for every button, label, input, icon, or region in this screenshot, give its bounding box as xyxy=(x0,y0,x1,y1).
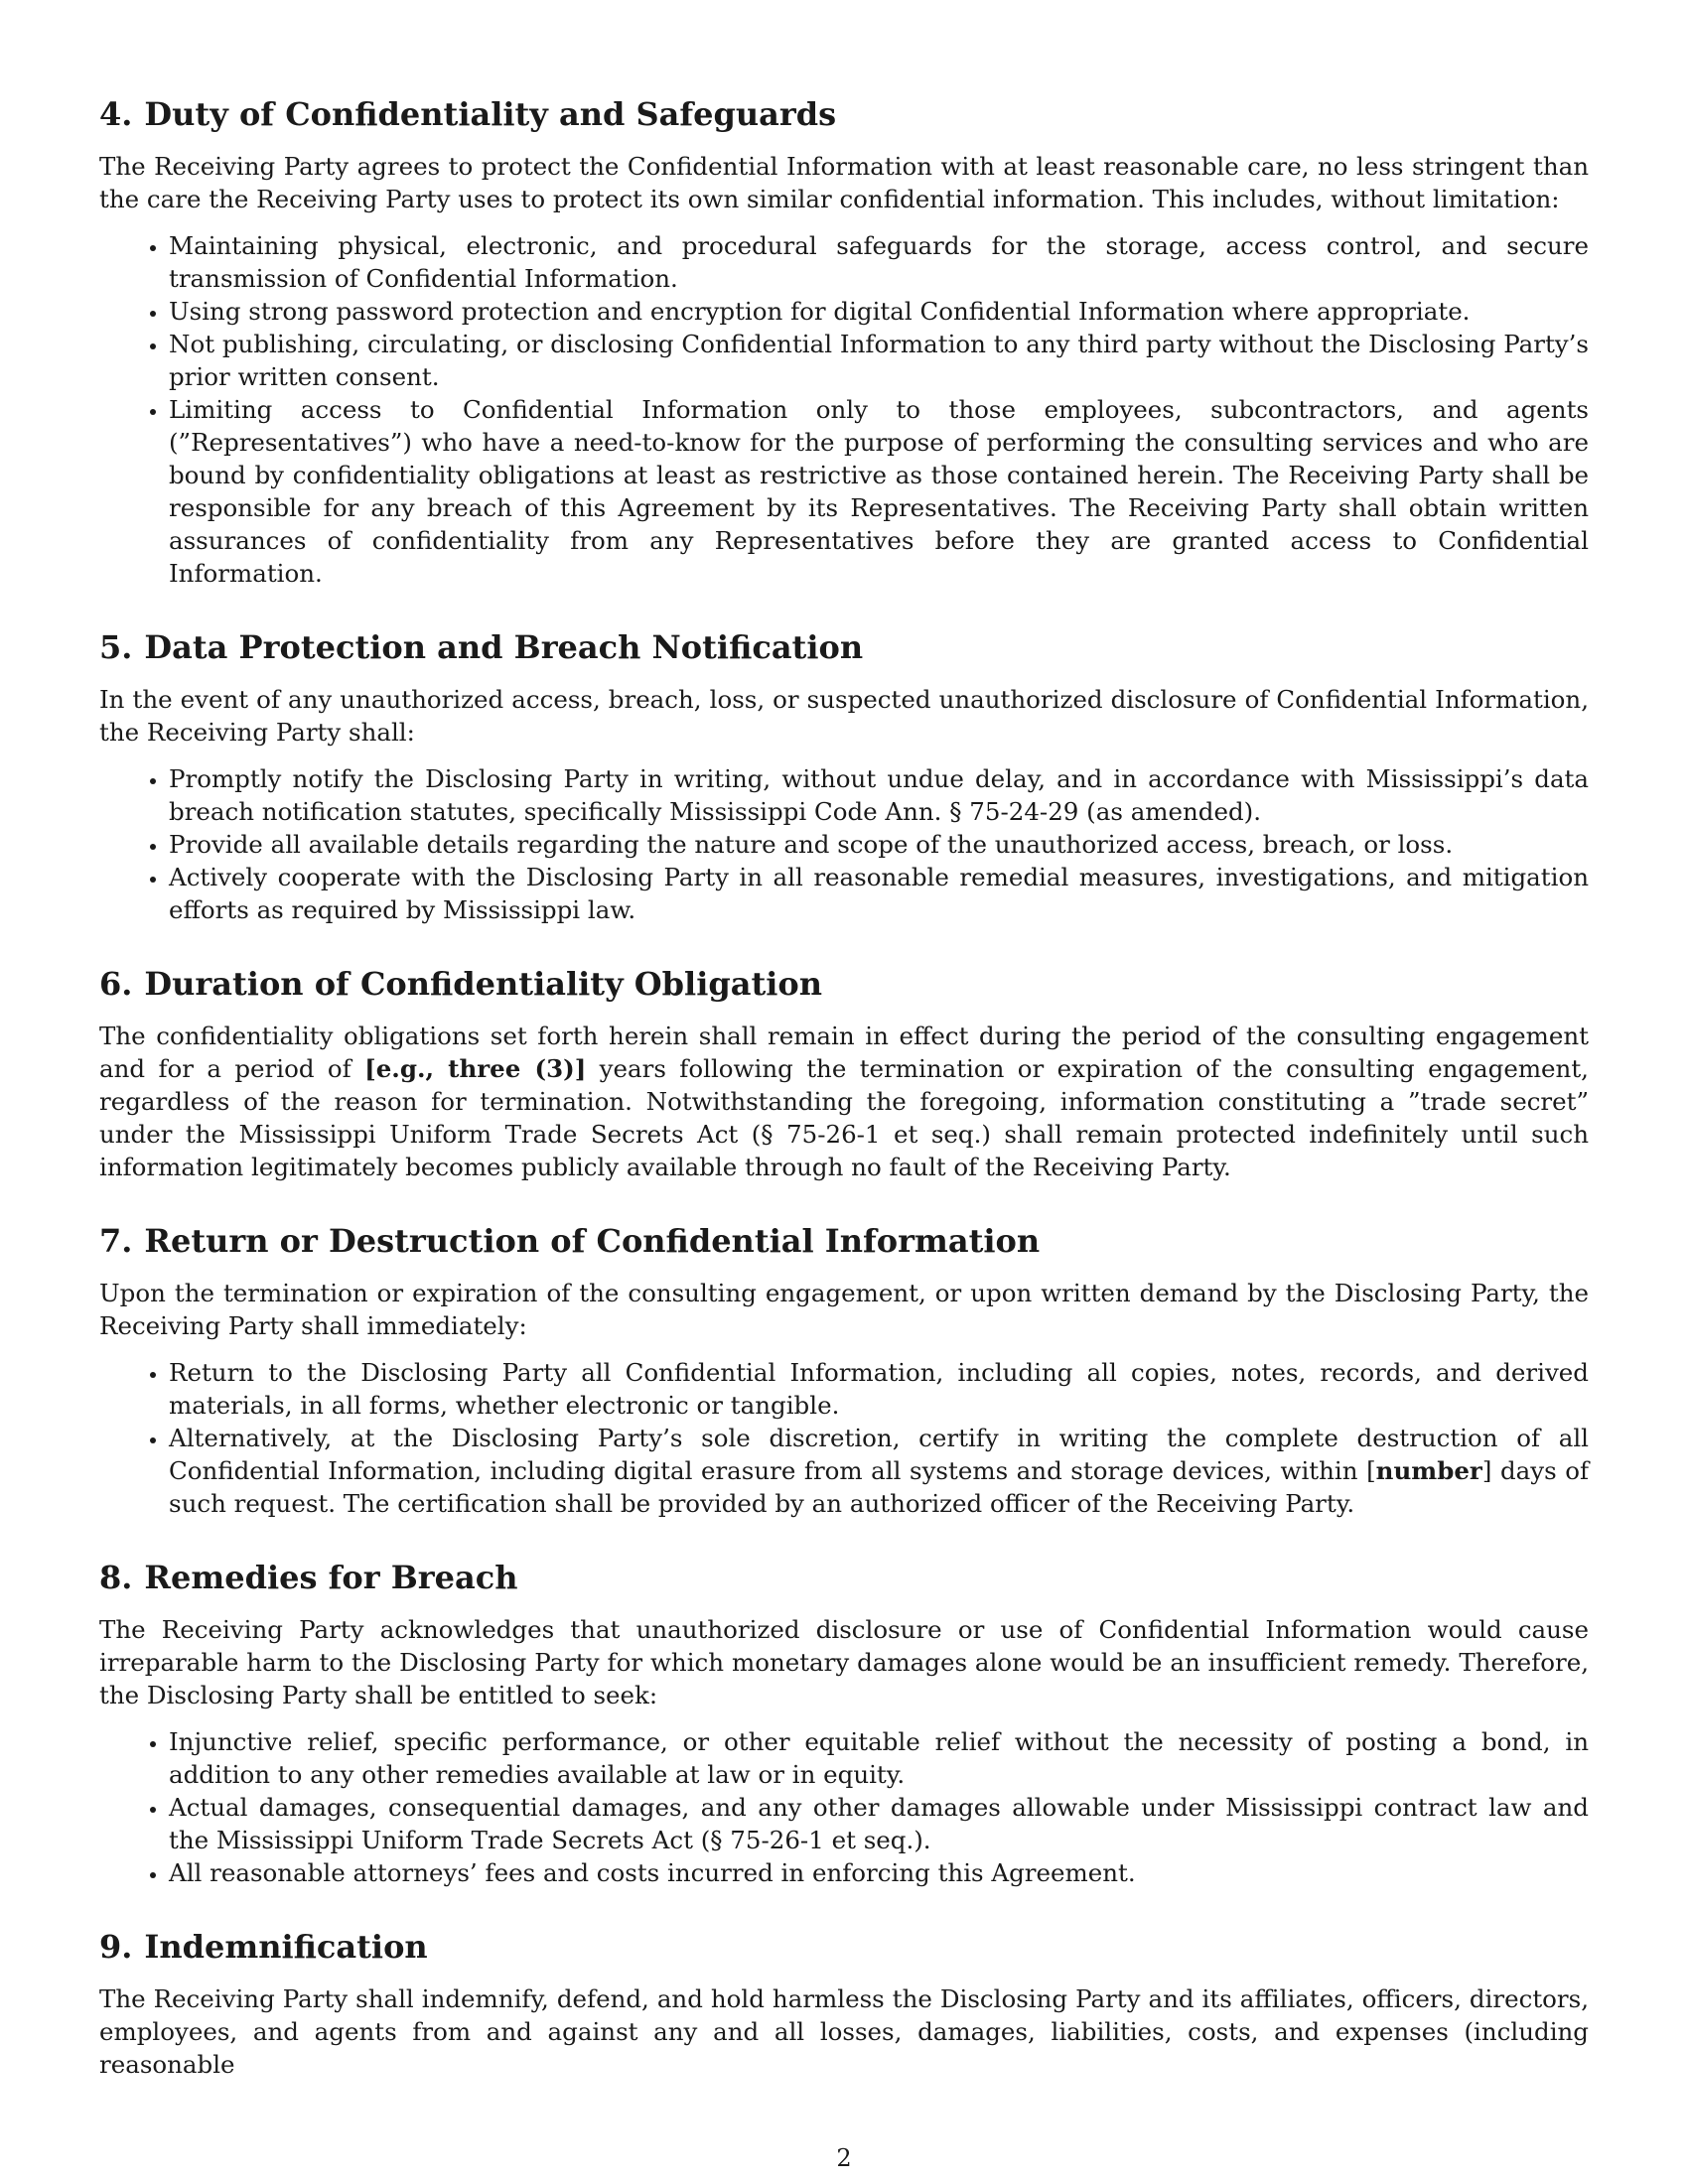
list-item: • Limiting access to Confidential Information only to those employees, subcontractors, and agents (”Representatives”) who have a need-to-know for the purpose of performing the consulting services and who are bound by confidentiality obligations at least as restrictive as those contained herein. The Receiving Party shall be responsible for any breach of this Agreement by its Representatives. The Receiving Party shall obtain written assurances of confidentiality from any Representatives before they are granted access to Confidential Information. xyxy=(169,393,1589,590)
section-paragraph: The Receiving Party shall indemnify, defend, and hold harmless the Disclosing Party and its affiliates, officers, directors, employees, and agents from and against any and all losses, damages, liabilities, costs, and expenses (including reasonable xyxy=(99,1984,1589,2079)
page-number: 2 xyxy=(836,2144,852,2172)
section-4 xyxy=(99,94,1589,590)
section-9 xyxy=(99,1927,1589,2081)
list-item: • Actively cooperate with the Disclosing Party in all reasonable remedial measures, investigations, and mitigation efforts as required by Mississippi law. xyxy=(169,861,1589,926)
section-heading: 8. Remedies for Breach xyxy=(99,1559,518,1596)
section-heading: 5. Data Protection and Breach Notification xyxy=(99,628,864,666)
list-item: • All reasonable attorneys’ fees and costs incurred in enforcing this Agreement. xyxy=(169,1856,1589,1889)
list-item: • Actual damages, consequential damages, and any other damages allowable under Mississippi contract law and the Mississippi Uniform Trade Secrets Act (§ 75-26-1 et seq.). xyxy=(169,1791,1589,1856)
list-item: • Alternatively, at the Disclosing Party’s sole discretion, certify in writing the complete destruction of all Confidential Information, including digital erasure from all systems and storage devices, within [number] days of such request. The certification shall be provided by an authorized officer of the Receiving Party. xyxy=(169,1422,1589,1520)
section-heading: 9. Indemnification xyxy=(99,1928,428,1966)
list-item: • Promptly notify the Disclosing Party in writing, without undue delay, and in accordance with Mississippi’s data breach notification statutes, specifically Mississippi Code Ann. § 75-24-29 (as amended). xyxy=(169,762,1589,828)
bullet-list xyxy=(99,229,1589,590)
section-paragraph: The Receiving Party agrees to protect the Confidential Information with at least reasonable care, no less stringent than the care the Receiving Party uses to protect its own similar confidential information. This includes, without limitation: xyxy=(99,152,1589,213)
list-item: • Not publishing, circulating, or disclosing Confidential Information to any third party without the Disclosing Party’s prior written consent. xyxy=(169,328,1589,393)
section-paragraph: In the event of any unauthorized access, breach, loss, or suspected unauthorized disclosure of Confidential Information, the Receiving Party shall: xyxy=(99,685,1589,747)
list-item: • Return to the Disclosing Party all Confidential Information, including all copies, notes, records, and derived materials, in all forms, whether electronic or tangible. xyxy=(169,1356,1589,1422)
section-paragraph: The Receiving Party acknowledges that unauthorized disclosure or use of Confidential Information would cause irreparable harm to the Disclosing Party for which monetary damages alone would be an insufficient remedy. Therefore, the Disclosing Party shall be entitled to seek: xyxy=(99,1615,1589,1709)
section-8 xyxy=(99,1558,1589,1889)
list-item: • Using strong password protection and encryption for digital Confidential Information where appropriate. xyxy=(169,295,1589,328)
section-paragraph: The confidentiality obligations set forth herein shall remain in effect during the period of the consulting engagement and for a period of [e.g., three (3)] years following the termination or expiration of the consulting engagement, regardless of the reason for termination. Notwithstanding the foregoing, information constituting a ”trade secret” under the Mississippi Uniform Trade Secrets Act (§ 75-26-1 et seq.) shall remain protected indefinitely until such information legitimately becomes publicly available through no fault of the Receiving Party. xyxy=(99,1022,1589,1181)
section-5 xyxy=(99,627,1589,926)
bullet-list xyxy=(99,1725,1589,1889)
bullet-list xyxy=(99,762,1589,926)
section-heading: 7. Return or Destruction of Confidential Information xyxy=(99,1222,1041,1260)
document-page xyxy=(99,94,1589,2118)
section-heading: 4. Duty of Confidentiality and Safeguards xyxy=(99,95,837,133)
placeholder-term: number xyxy=(1375,1456,1482,1485)
section-heading: 6. Duration of Confidentiality Obligation xyxy=(99,965,823,1003)
section-paragraph: Upon the termination or expiration of the consulting engagement, or upon written demand by the Disclosing Party, the Receiving Party shall immediately: xyxy=(99,1279,1589,1340)
section-6 xyxy=(99,964,1589,1183)
section-7 xyxy=(99,1221,1589,1520)
placeholder-term: [e.g., three (3)] xyxy=(364,1054,587,1083)
list-item: • Provide all available details regarding the nature and scope of the unauthorized access, breach, or loss. xyxy=(169,828,1589,861)
list-item: • Injunctive relief, specific performance, or other equitable relief without the necessity of posting a bond, in addition to any other remedies available at law or in equity. xyxy=(169,1725,1589,1791)
list-item: • Maintaining physical, electronic, and procedural safeguards for the storage, access control, and secure transmission of Confidential Information. xyxy=(169,229,1589,295)
bullet-list xyxy=(99,1356,1589,1520)
